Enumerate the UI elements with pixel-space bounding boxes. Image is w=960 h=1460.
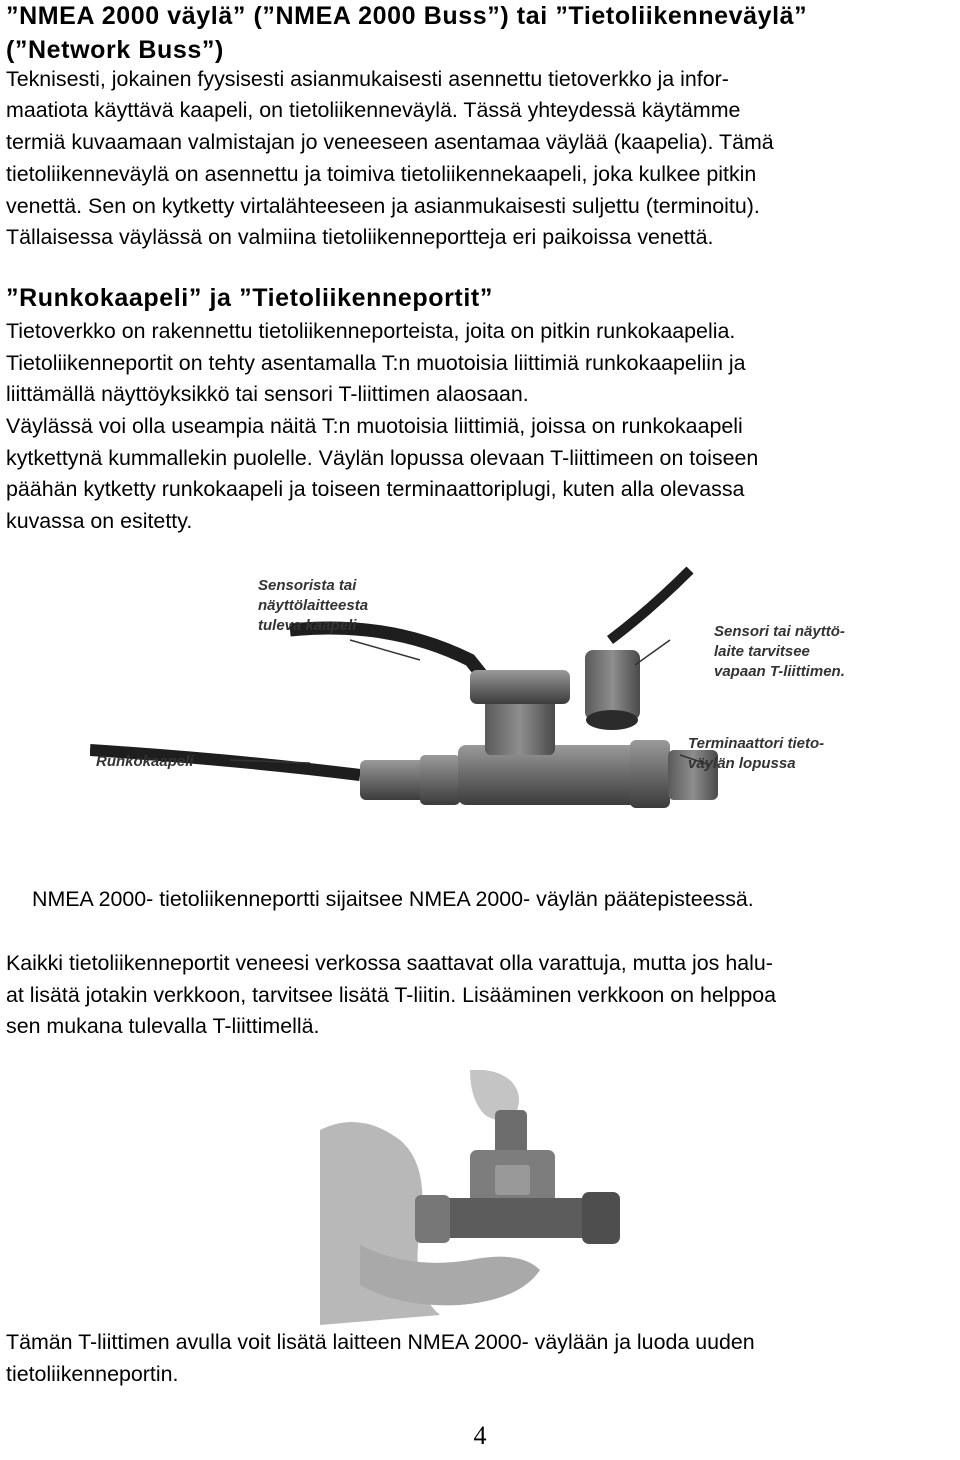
paragraph-line: Tämän T-liittimen avulla voit lisätä laitteen NMEA 2000- väylään ja luoda uuden [6, 1330, 755, 1354]
paragraph-line: termiä kuvaamaan valmistajan jo veneeseen asentamaa väylää (kaapelia). Tämä [6, 130, 774, 154]
figure-caption: NMEA 2000- tietoliikenneportti sijaitsee NMEA 2000- väylän päätepisteessä. [32, 887, 754, 911]
paragraph-line: at lisätä jotakin verkkoon, tarvitsee lisätä T-liitin. Lisääminen verkkoon on helppoa [6, 983, 777, 1007]
paragraph-line: Tällaisessa väylässä on valmiina tietoliikenneportteja eri paikoissa venettä. [6, 225, 714, 249]
hand-t-connector-photo [320, 1070, 630, 1325]
page-number: 4 [473, 1421, 487, 1450]
label-free-port-3: vapaan T-liittimen. [714, 663, 845, 680]
paragraph-line: päähän kytketty runkokaapeli ja toiseen terminaattoriplugi, kuten alla olevassa [6, 477, 745, 501]
label-sensor-cable-3: tuleva kaapeli [258, 617, 357, 634]
paragraph-line: kuvassa on esitetty. [6, 509, 193, 533]
section1-heading-line1: ”NMEA 2000 väylä” (”NMEA 2000 Buss”) tai ”Tietoliikenneväylä” [6, 2, 808, 30]
paragraph-line: maatiota käyttävä kaapeli, on tietoliikenneväylä. Tässä yhteydessä käytämme [6, 98, 741, 122]
label-sensor-cable-2: näyttölaitteesta [258, 597, 369, 614]
paragraph-line: sen mukana tulevalla T-liittimellä. [6, 1014, 320, 1038]
paragraph-line: Kaikki tietoliikenneportit veneesi verkossa saattavat olla varattuja, mutta jos halu- [6, 951, 773, 975]
paragraph-line: Väylässä voi olla useampia näitä T:n muotoisia liittimiä, joissa on runkokaapeli [6, 414, 743, 438]
label-terminator-1: Terminaattori tieto- [688, 735, 825, 752]
label-sensor-cable-1: Sensorista tai [258, 577, 357, 594]
paragraph-line: Tietoliikenneportit on tehty asentamalla T:n muotoisia liittimiä runkokaapeliin ja [6, 351, 746, 375]
label-free-port-1: Sensori tai näyttö- [714, 623, 845, 640]
section1-heading-line2: (”Network Buss”) [6, 36, 224, 64]
paragraph-line: venettä. Sen on kytketty virtalähteeseen ja asianmukaisesti suljettu (terminoitu). [6, 194, 760, 218]
label-terminator-2: väylän lopussa [688, 755, 796, 772]
paragraph-line: Tietoverkko on rakennettu tietoliikenneporteista, joita on pitkin runkokaapelia. [6, 319, 736, 343]
label-free-port-2: laite tarvitsee [714, 643, 810, 660]
label-backbone: Runkokaapeli [96, 753, 194, 770]
t-connector-figure [90, 560, 890, 850]
paragraph-line: liittämällä näyttöyksikkö tai sensori T-liittimen alaosaan. [6, 382, 529, 406]
section2-heading: ”Runkokaapeli” ja ”Tietoliikenneportit” [6, 284, 493, 312]
paragraph-line: Teknisesti, jokainen fyysisesti asianmukaisesti asennettu tietoverkko ja infor- [6, 67, 729, 91]
paragraph-line: kytkettynä kummallekin puolelle. Väylän lopussa olevaan T-liittimeen on toiseen [6, 446, 759, 470]
paragraph-line: tietoliikenneportin. [6, 1362, 179, 1386]
paragraph-line: tietoliikenneväylä on asennettu ja toimiva tietoliikennekaapeli, joka kulkee pitkin [6, 162, 757, 186]
